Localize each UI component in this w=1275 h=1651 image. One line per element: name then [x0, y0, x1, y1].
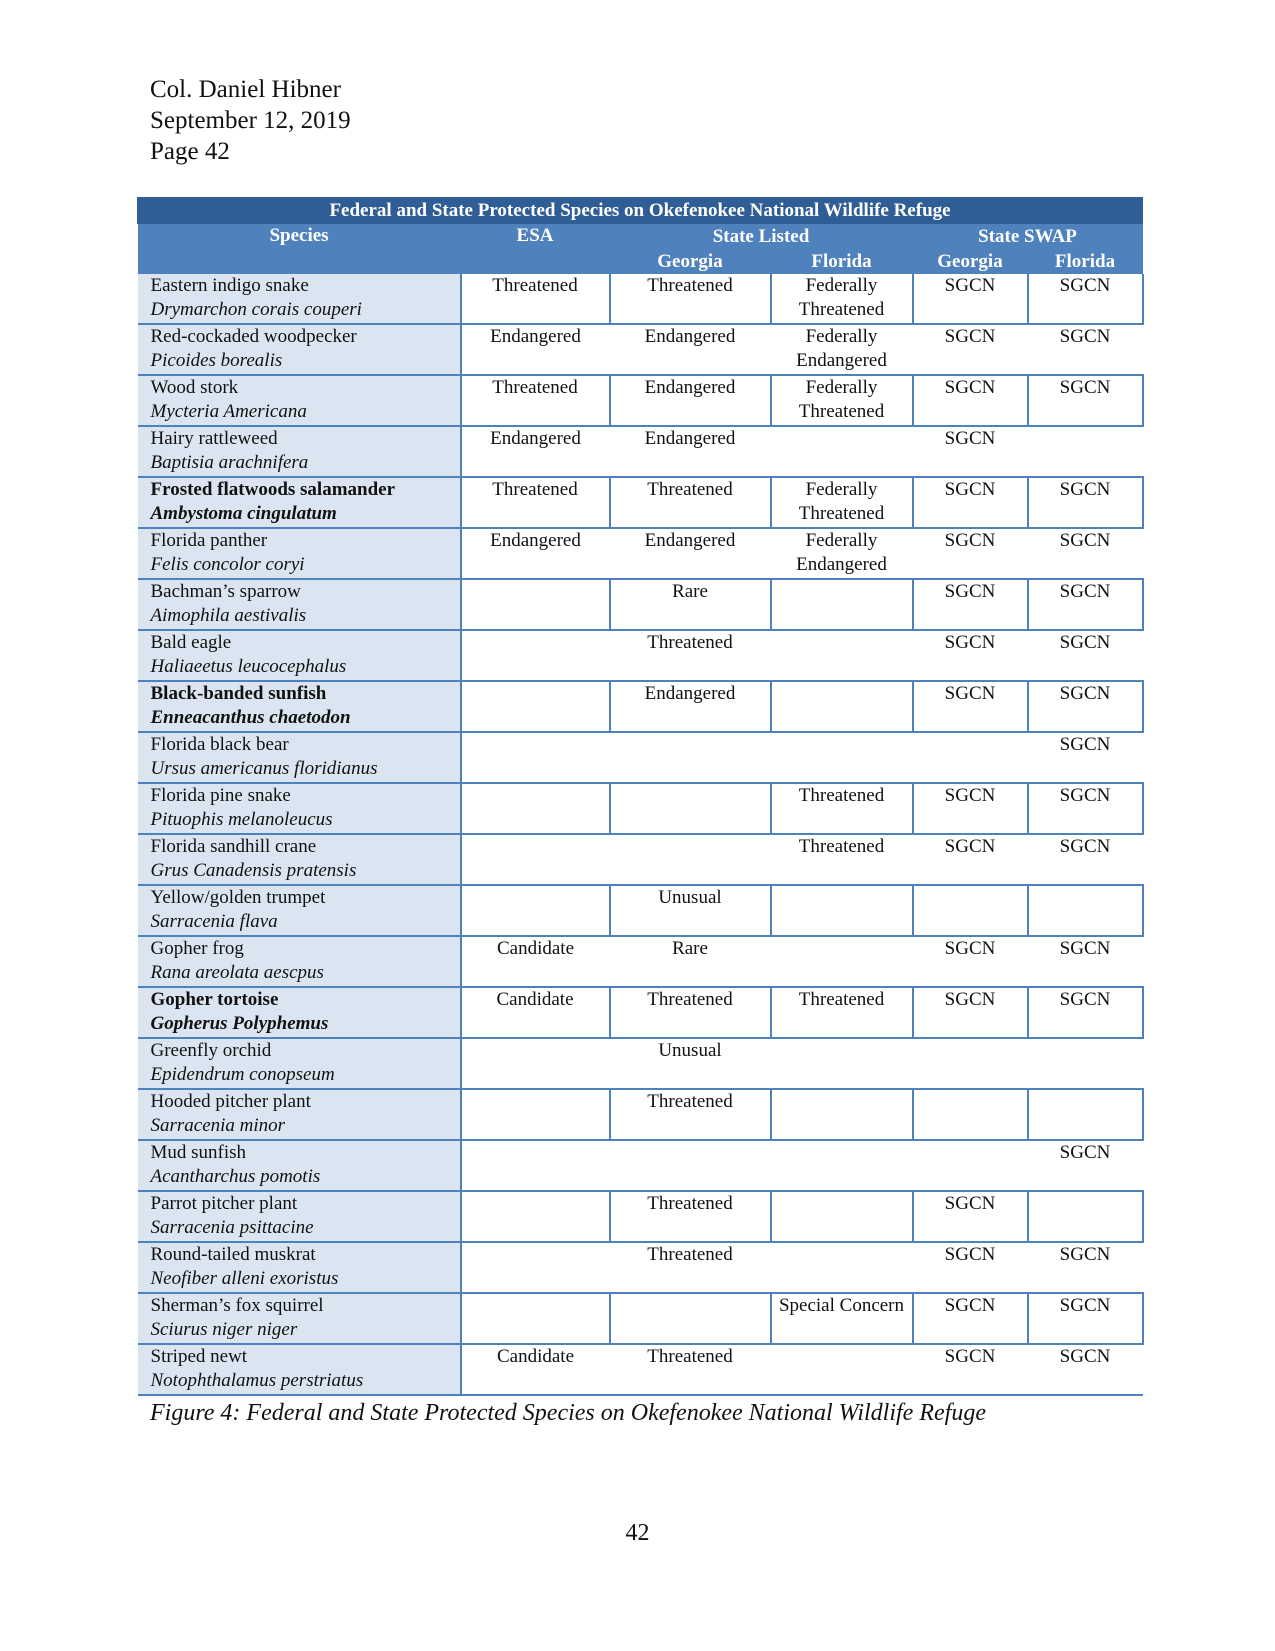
status-value: Endangered	[644, 377, 736, 398]
status-value: SGCN	[1059, 1346, 1111, 1367]
table-row	[138, 1089, 1143, 1140]
table-header-row	[138, 224, 1143, 250]
state-georgia-cell	[610, 477, 771, 528]
species-common-name: Yellow/golden trumpet	[150, 887, 326, 908]
state-florida-cell	[771, 579, 913, 630]
species-latin-name: Ambystoma cingulatum	[150, 503, 337, 524]
swap-florida-cell	[1028, 1140, 1143, 1191]
table-row	[138, 783, 1143, 834]
species-latin-name: Pituophis melanoleucus	[150, 809, 333, 830]
species-cell	[138, 936, 461, 987]
species-latin-name: Notophthalamus perstriatus	[150, 1370, 364, 1391]
status-value: Endangered	[644, 428, 736, 449]
esa-cell	[461, 1191, 610, 1242]
letter-date: September 12, 2019	[150, 107, 351, 134]
swap-florida-cell	[1028, 834, 1143, 885]
species-latin-name: Ursus americanus floridianus	[150, 758, 378, 779]
status-value: Unusual	[658, 1040, 722, 1061]
esa-cell	[461, 783, 610, 834]
state-georgia-cell	[610, 1191, 771, 1242]
state-florida-cell	[771, 274, 913, 324]
esa-cell	[461, 426, 610, 477]
swap-georgia-cell	[913, 834, 1028, 885]
swap-georgia-cell	[913, 1140, 1028, 1191]
swap-florida-cell	[1028, 732, 1143, 783]
state-georgia-cell	[610, 936, 771, 987]
species-latin-name: Gopherus Polyphemus	[150, 1013, 329, 1034]
species-common-name: Florida sandhill crane	[150, 836, 317, 857]
state-georgia-cell	[610, 579, 771, 630]
status-value: SGCN	[944, 938, 996, 959]
state-georgia-cell	[610, 1242, 771, 1293]
table-row	[138, 1140, 1143, 1191]
table-row	[138, 579, 1143, 630]
swap-florida-cell	[1028, 1089, 1143, 1140]
species-common-name: Florida panther	[150, 530, 268, 551]
status-value: Unusual	[658, 887, 722, 908]
table-row	[138, 732, 1143, 783]
table-row	[138, 1293, 1143, 1344]
status-value: Endangered	[644, 530, 736, 551]
status-value: Special Concern	[778, 1295, 905, 1316]
species-latin-name: Felis concolor coryi	[150, 554, 305, 575]
state-georgia-cell	[610, 528, 771, 579]
status-value: SGCN	[1059, 581, 1111, 602]
species-common-name: Red-cockaded woodpecker	[150, 326, 357, 347]
species-common-name: Bald eagle	[150, 632, 232, 653]
status-value: SGCN	[1059, 377, 1111, 398]
status-value: Rare	[672, 581, 708, 602]
esa-column-header: ESA	[461, 224, 610, 275]
state-georgia-cell	[610, 274, 771, 324]
species-latin-name: Drymarchon corais couperi	[150, 299, 362, 320]
species-cell	[138, 1191, 461, 1242]
status-value: Threatened	[647, 1091, 733, 1112]
state-swap-header: State SWAP	[913, 224, 1143, 250]
swap-georgia-cell	[913, 426, 1028, 477]
state-florida-cell	[771, 528, 913, 579]
table-row	[138, 1191, 1143, 1242]
swap-georgia-cell	[913, 1089, 1028, 1140]
recipient-name: Col. Daniel Hibner	[150, 76, 341, 103]
figure-caption: Figure 4: Federal and State Protected Species on Okefenokee National Wildlife Refuge	[150, 1400, 986, 1426]
status-value: SGCN	[1059, 785, 1111, 806]
swap-georgia-cell	[913, 579, 1028, 630]
state-florida-cell	[771, 1191, 913, 1242]
species-latin-name: Mycteria Americana	[150, 401, 307, 422]
table-row	[138, 426, 1143, 477]
esa-cell	[461, 274, 610, 324]
species-cell	[138, 630, 461, 681]
status-value: SGCN	[1059, 1295, 1111, 1316]
status-value: SGCN	[1059, 1142, 1111, 1163]
swap-florida-cell	[1028, 1038, 1143, 1089]
esa-cell	[461, 1293, 610, 1344]
state-georgia-cell	[610, 987, 771, 1038]
swap-georgia-cell	[913, 324, 1028, 375]
swap-florida-cell	[1028, 375, 1143, 426]
esa-cell	[461, 375, 610, 426]
status-value: Endangered	[644, 326, 736, 347]
table-row	[138, 1344, 1143, 1395]
species-latin-name: Sarracenia minor	[150, 1115, 286, 1136]
species-latin-name: Neofiber alleni exoristus	[150, 1268, 339, 1289]
species-cell	[138, 1140, 461, 1191]
table-row	[138, 274, 1143, 324]
state-swap-georgia-header: Georgia	[913, 249, 1028, 274]
letterhead	[150, 74, 351, 167]
status-value: Federally Endangered	[796, 530, 887, 575]
status-value: SGCN	[1059, 326, 1111, 347]
species-cell	[138, 732, 461, 783]
species-column-header: Species	[138, 224, 461, 275]
state-florida-cell	[771, 936, 913, 987]
state-florida-cell	[771, 630, 913, 681]
esa-cell	[461, 1140, 610, 1191]
state-georgia-cell	[610, 324, 771, 375]
status-value: Endangered	[644, 683, 736, 704]
species-cell	[138, 834, 461, 885]
esa-cell	[461, 1038, 610, 1089]
state-georgia-cell	[610, 375, 771, 426]
state-florida-cell	[771, 681, 913, 732]
swap-georgia-cell	[913, 1242, 1028, 1293]
status-value: Threatened	[492, 377, 578, 398]
esa-cell	[461, 1344, 610, 1395]
state-listed-header: State Listed	[610, 224, 913, 250]
esa-cell	[461, 630, 610, 681]
swap-georgia-cell	[913, 783, 1028, 834]
species-common-name: Florida pine snake	[150, 785, 291, 806]
state-florida-cell	[771, 1140, 913, 1191]
swap-florida-cell	[1028, 528, 1143, 579]
swap-georgia-cell	[913, 375, 1028, 426]
species-latin-name: Grus Canadensis pratensis	[150, 860, 357, 881]
species-cell	[138, 528, 461, 579]
species-common-name: Hooded pitcher plant	[150, 1091, 311, 1112]
swap-georgia-cell	[913, 681, 1028, 732]
species-common-name: Parrot pitcher plant	[150, 1193, 298, 1214]
swap-georgia-cell	[913, 885, 1028, 936]
swap-georgia-cell	[913, 1038, 1028, 1089]
species-cell	[138, 477, 461, 528]
species-latin-name: Picoides borealis	[150, 350, 283, 371]
status-value: Threatened	[647, 479, 733, 500]
esa-cell	[461, 732, 610, 783]
species-cell	[138, 1293, 461, 1344]
state-georgia-cell	[610, 885, 771, 936]
swap-georgia-cell	[913, 936, 1028, 987]
table-row	[138, 630, 1143, 681]
species-cell	[138, 579, 461, 630]
species-common-name: Hairy rattleweed	[150, 428, 278, 449]
species-cell	[138, 885, 461, 936]
species-common-name: Round-tailed muskrat	[150, 1244, 316, 1265]
status-value: SGCN	[944, 683, 996, 704]
esa-cell	[461, 1089, 610, 1140]
species-table-body	[138, 274, 1143, 1395]
status-value: Threatened	[647, 632, 733, 653]
state-florida-cell	[771, 834, 913, 885]
swap-georgia-cell	[913, 477, 1028, 528]
species-cell	[138, 324, 461, 375]
table-title: Federal and State Protected Species on Okefenokee National Wildlife Refuge	[138, 198, 1143, 224]
status-value: SGCN	[944, 785, 996, 806]
swap-florida-cell	[1028, 681, 1143, 732]
species-cell	[138, 1242, 461, 1293]
status-value: Threatened	[647, 1244, 733, 1265]
state-georgia-cell	[610, 1344, 771, 1395]
table-row	[138, 477, 1143, 528]
state-georgia-cell	[610, 732, 771, 783]
state-florida-cell	[771, 885, 913, 936]
species-common-name: Sherman’s fox squirrel	[150, 1295, 324, 1316]
species-cell	[138, 375, 461, 426]
swap-florida-cell	[1028, 274, 1143, 324]
status-value: Federally Threatened	[798, 479, 885, 524]
status-value: SGCN	[1059, 1244, 1111, 1265]
status-value: Endangered	[490, 326, 581, 347]
species-latin-name: Sciurus niger niger	[150, 1319, 298, 1340]
state-listed-georgia-header: Georgia	[610, 249, 771, 274]
swap-georgia-cell	[913, 1191, 1028, 1242]
status-value: SGCN	[944, 989, 996, 1010]
swap-georgia-cell	[913, 528, 1028, 579]
swap-georgia-cell	[913, 1293, 1028, 1344]
species-table-container	[137, 197, 1142, 1396]
status-value: SGCN	[944, 428, 996, 449]
status-value: SGCN	[944, 377, 996, 398]
table-row	[138, 324, 1143, 375]
species-cell	[138, 274, 461, 324]
protected-species-table	[137, 197, 1144, 1396]
state-florida-cell	[771, 375, 913, 426]
esa-cell	[461, 477, 610, 528]
state-georgia-cell	[610, 1293, 771, 1344]
status-value: SGCN	[1059, 530, 1111, 551]
esa-cell	[461, 681, 610, 732]
status-value: SGCN	[944, 1193, 996, 1214]
status-value: SGCN	[1059, 836, 1111, 857]
species-common-name: Gopher tortoise	[150, 989, 279, 1010]
status-value: SGCN	[944, 1244, 996, 1265]
species-cell	[138, 987, 461, 1038]
status-value: SGCN	[1059, 479, 1111, 500]
species-common-name: Greenfly orchid	[150, 1040, 272, 1061]
esa-cell	[461, 528, 610, 579]
swap-georgia-cell	[913, 1344, 1028, 1395]
status-value: Threatened	[798, 785, 885, 806]
table-row	[138, 1242, 1143, 1293]
swap-florida-cell	[1028, 1242, 1143, 1293]
status-value: Rare	[672, 938, 708, 959]
status-value: SGCN	[1059, 275, 1111, 296]
status-value: Endangered	[490, 530, 581, 551]
state-georgia-cell	[610, 1038, 771, 1089]
species-latin-name: Haliaeetus leucocephalus	[150, 656, 347, 677]
status-value: SGCN	[1059, 632, 1111, 653]
status-value: SGCN	[1059, 734, 1111, 755]
status-value: Candidate	[496, 938, 575, 959]
esa-cell	[461, 579, 610, 630]
species-common-name: Wood stork	[150, 377, 239, 398]
status-value: SGCN	[1059, 989, 1111, 1010]
status-value: Endangered	[490, 428, 581, 449]
status-value: Threatened	[798, 836, 885, 857]
state-florida-cell	[771, 1038, 913, 1089]
species-cell	[138, 783, 461, 834]
swap-florida-cell	[1028, 630, 1143, 681]
table-title-row	[138, 198, 1143, 224]
state-florida-cell	[771, 1089, 913, 1140]
state-listed-florida-header: Florida	[771, 249, 913, 274]
species-common-name: Striped newt	[150, 1346, 248, 1367]
state-florida-cell	[771, 1242, 913, 1293]
status-value: SGCN	[944, 479, 996, 500]
status-value: SGCN	[944, 275, 996, 296]
state-florida-cell	[771, 426, 913, 477]
swap-georgia-cell	[913, 274, 1028, 324]
status-value: Federally Threatened	[798, 275, 885, 320]
status-value: Threatened	[647, 1193, 733, 1214]
swap-florida-cell	[1028, 885, 1143, 936]
state-georgia-cell	[610, 681, 771, 732]
esa-cell	[461, 885, 610, 936]
swap-georgia-cell	[913, 630, 1028, 681]
species-common-name: Frosted flatwoods salamander	[150, 479, 396, 500]
state-swap-florida-header: Florida	[1028, 249, 1143, 274]
table-row	[138, 885, 1143, 936]
species-cell	[138, 1038, 461, 1089]
species-latin-name: Sarracenia psittacine	[150, 1217, 314, 1238]
esa-cell	[461, 936, 610, 987]
species-latin-name: Acantharchus pomotis	[150, 1166, 321, 1187]
species-common-name: Mud sunfish	[150, 1142, 247, 1163]
species-cell	[138, 1089, 461, 1140]
status-value: Threatened	[647, 1346, 733, 1367]
status-value: Candidate	[496, 1346, 575, 1367]
swap-florida-cell	[1028, 1191, 1143, 1242]
swap-florida-cell	[1028, 1293, 1143, 1344]
table-row	[138, 375, 1143, 426]
species-latin-name: Aimophila aestivalis	[150, 605, 307, 626]
status-value: SGCN	[944, 530, 996, 551]
species-common-name: Bachman’s sparrow	[150, 581, 301, 602]
species-cell	[138, 681, 461, 732]
state-florida-cell	[771, 783, 913, 834]
species-latin-name: Sarracenia flava	[150, 911, 278, 932]
status-value: SGCN	[944, 1295, 996, 1316]
species-latin-name: Epidendrum conopseum	[150, 1064, 335, 1085]
status-value: Federally Threatened	[798, 377, 885, 422]
table-row	[138, 987, 1143, 1038]
table-row	[138, 528, 1143, 579]
table-row	[138, 834, 1143, 885]
species-common-name: Gopher frog	[150, 938, 244, 959]
esa-cell	[461, 834, 610, 885]
state-florida-cell	[771, 1293, 913, 1344]
swap-florida-cell	[1028, 477, 1143, 528]
state-florida-cell	[771, 1344, 913, 1395]
state-florida-cell	[771, 477, 913, 528]
species-common-name: Eastern indigo snake	[150, 275, 309, 296]
status-value: SGCN	[944, 836, 996, 857]
status-value: Federally Endangered	[796, 326, 887, 371]
state-florida-cell	[771, 732, 913, 783]
state-georgia-cell	[610, 1089, 771, 1140]
state-florida-cell	[771, 987, 913, 1038]
status-value: Threatened	[492, 479, 578, 500]
swap-florida-cell	[1028, 1344, 1143, 1395]
esa-cell	[461, 987, 610, 1038]
swap-georgia-cell	[913, 987, 1028, 1038]
page-number: 42	[625, 1520, 650, 1546]
status-value: SGCN	[1059, 938, 1111, 959]
swap-florida-cell	[1028, 579, 1143, 630]
swap-florida-cell	[1028, 987, 1143, 1038]
status-value: SGCN	[944, 1346, 996, 1367]
table-row	[138, 936, 1143, 987]
species-latin-name: Baptisia arachnifera	[150, 452, 309, 473]
page-label: Page 42	[150, 138, 230, 165]
swap-florida-cell	[1028, 324, 1143, 375]
status-value: Threatened	[647, 275, 733, 296]
species-common-name: Black-banded sunfish	[150, 683, 327, 704]
species-latin-name: Enneacanthus chaetodon	[150, 707, 351, 728]
swap-florida-cell	[1028, 936, 1143, 987]
species-latin-name: Rana areolata aescpus	[150, 962, 324, 983]
esa-cell	[461, 324, 610, 375]
species-cell	[138, 1344, 461, 1395]
state-georgia-cell	[610, 630, 771, 681]
status-value: SGCN	[944, 632, 996, 653]
esa-cell	[461, 1242, 610, 1293]
status-value: Threatened	[647, 989, 733, 1010]
status-value: Threatened	[492, 275, 578, 296]
table-row	[138, 1038, 1143, 1089]
species-cell	[138, 426, 461, 477]
status-value: SGCN	[1059, 683, 1111, 704]
status-value: SGCN	[944, 581, 996, 602]
species-common-name: Florida black bear	[150, 734, 289, 755]
table-row	[138, 681, 1143, 732]
status-value: Candidate	[496, 989, 574, 1010]
swap-florida-cell	[1028, 783, 1143, 834]
state-georgia-cell	[610, 834, 771, 885]
status-value: SGCN	[944, 326, 996, 347]
status-value: Threatened	[798, 989, 885, 1010]
state-georgia-cell	[610, 783, 771, 834]
state-florida-cell	[771, 324, 913, 375]
state-georgia-cell	[610, 426, 771, 477]
swap-georgia-cell	[913, 732, 1028, 783]
swap-florida-cell	[1028, 426, 1143, 477]
state-georgia-cell	[610, 1140, 771, 1191]
